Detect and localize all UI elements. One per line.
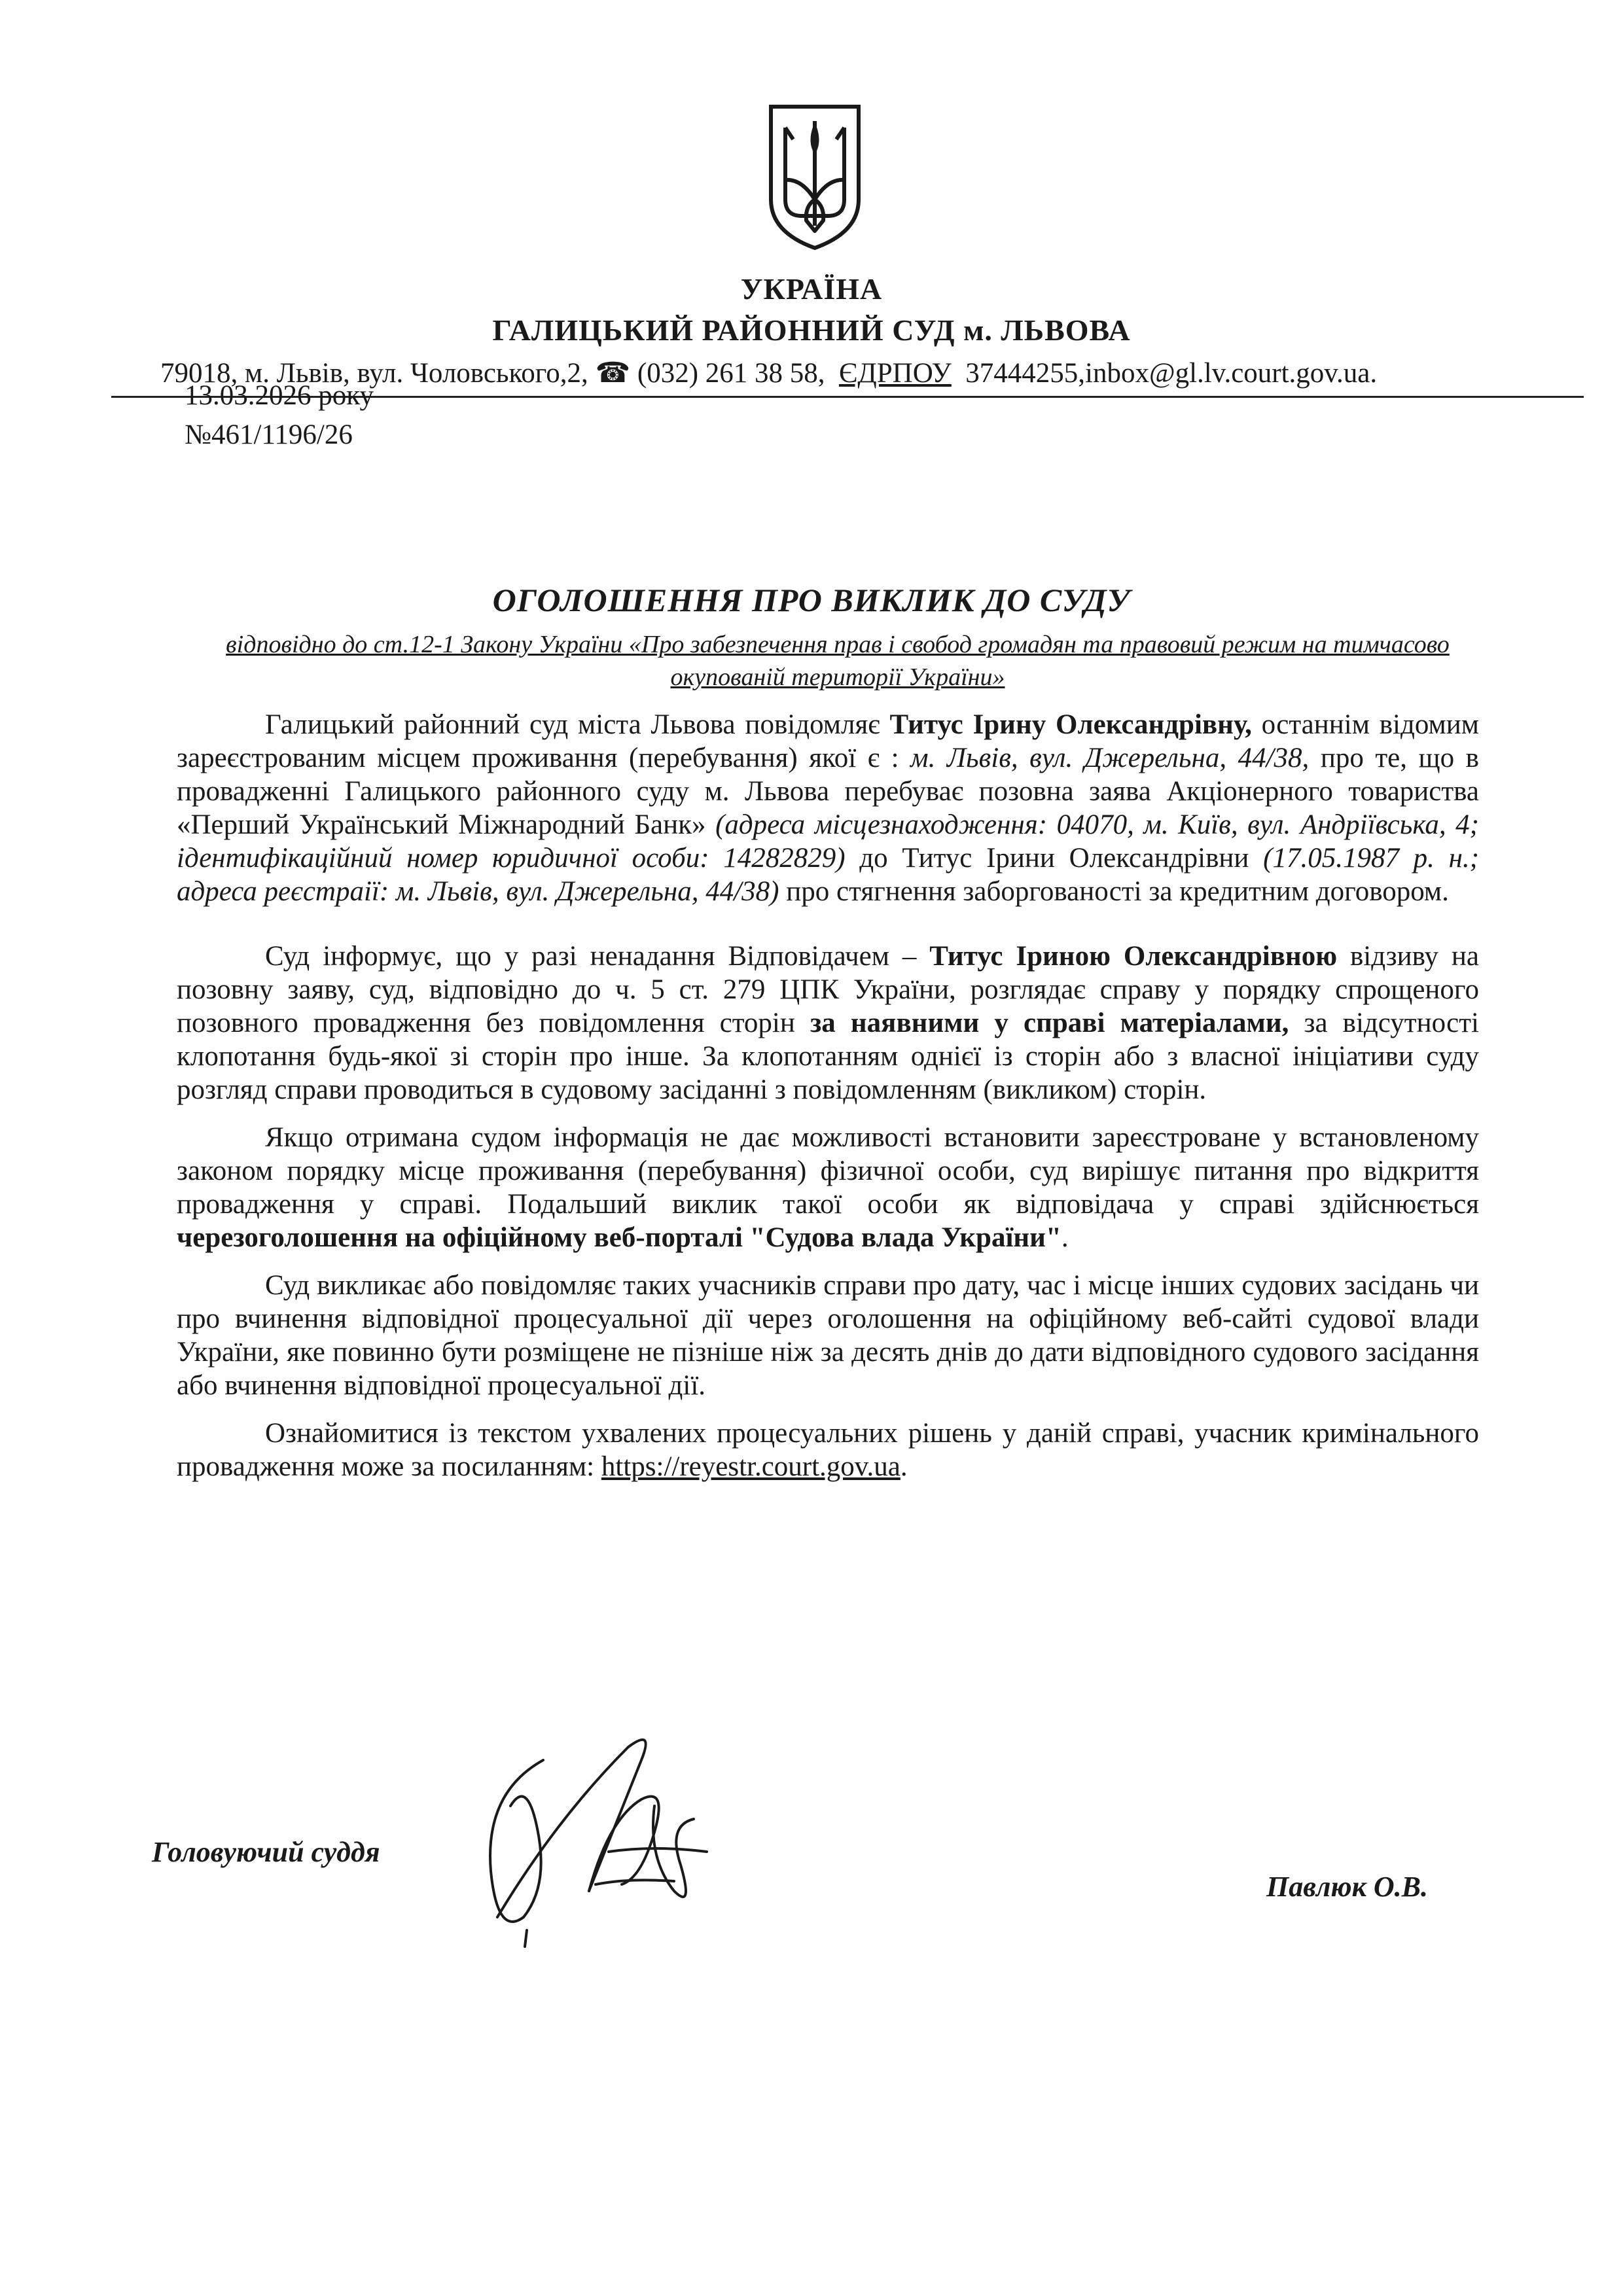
paragraph-2: Суд інформує, що у разі ненадання Відповідачем – Титус Іриною Олександрівною відзиву на позовну заяву, суд, відповідно до ч. 5 ст. 279 ЦПК України, розглядає справу у порядку спрощеного позовного провадження без повідомлення сторін за наявними у справі матеріалами, за відсутності клопотання будь-якої зі сторін про інше. За клопотанням однієї із сторін або з власної ініціативи суду розгляд справи проводиться в судовому засіданні з повідомленням (викликом) сторін. [177,941,1480,1105]
paragraph-3: Якщо отримана судом інформація не дає можливості встановити зареєстроване у встановленому законом порядку місце проживання (перебування) фізичної особи, суд вирішує питання про відкриття провадження у справі. Подальший виклик такої особи як відповідача у справі здійснюється черезоголошення на офіційному веб-порталі "Судова влада України". [177,1122,1479,1253]
judge-name: Павлюк О.В. [1266,1871,1429,1903]
notice-body [177,708,1479,1483]
edrpou-label: ЄДРПОУ [839,358,952,389]
notice-subtitle: відповідно до ст.12-1 Закону України «Про забезпечення прав і свобод громадян та правовий режим на тимчасово окупованій території України» [226,631,1450,691]
phone-icon: ☎ [595,358,631,389]
paragraph-1: Галицький районний суд міста Львова повідомляє Титус Ірину Олександрівну, останнім відомим зареєстрованим місцем проживання (перебування) якої є : м. Львів, вул. Джерельна, 44/38, про те, що в провадженні Галицького районного суду м. Львова перебуває позовна заява Акціонерного товариства «Перший Український Міжнародний Банк» (адреса місцезнаходження: 04070, м. Київ, вул. Андріївська, 4; ідентифікаційний номер юридичної особи: 14282829) до Титус Ірини Олександрівни (17.05.1987 р. н.; адреса реєстраії: м. Львів, вул. Джерельна, 44/38) про стягнення заборгованості за кредитним договором. [177,709,1479,907]
notice-title: ОГОЛОШЕННЯ ПРО ВИКЛИК ДО СУДУ [492,582,1131,618]
court-phone: (032) 261 38 58, [637,358,825,389]
paragraph-5: Ознайомитися із текстом ухвалених процесуальних рішень у даній справі, учасник кримінального провадження може за посиланням: https://reyestr.court.gov.ua. [177,1418,1479,1482]
registry-link[interactable]: https://reyestr.court.gov.ua [601,1451,901,1482]
handwritten-signature [458,1721,772,1969]
presiding-judge-label: Головуючий суддя [152,1836,380,1868]
court-heading: ГАЛИЦЬКИЙ РАЙОННИЙ СУД м. ЛЬВОВА [492,313,1131,347]
trident-emblem-icon [766,101,864,252]
country-heading: УКРАЇНА [740,272,883,306]
paragraph-4: Суд викликає або повідомляє таких учасників справи про дату, час і місце інших судових засідань чи про вчинення відповідної процесуальної дії через оголошення на офіційному веб-сайті судової влади України, яке повинно бути розміщене не пізніше ніж за десять днів до дати відповідного судового засідання або вчинення відповідної процесуальної дії. [177,1270,1479,1401]
court-address: 79018, м. Львів, вул. Чоловського,2, [160,358,588,389]
document-date: 13.03.2026 року [185,380,374,411]
edrpou-and-email: 37444255,inbox@gl.lv.court.gov.ua. [965,358,1378,389]
registration-number: №461/1196/26 [185,419,353,450]
